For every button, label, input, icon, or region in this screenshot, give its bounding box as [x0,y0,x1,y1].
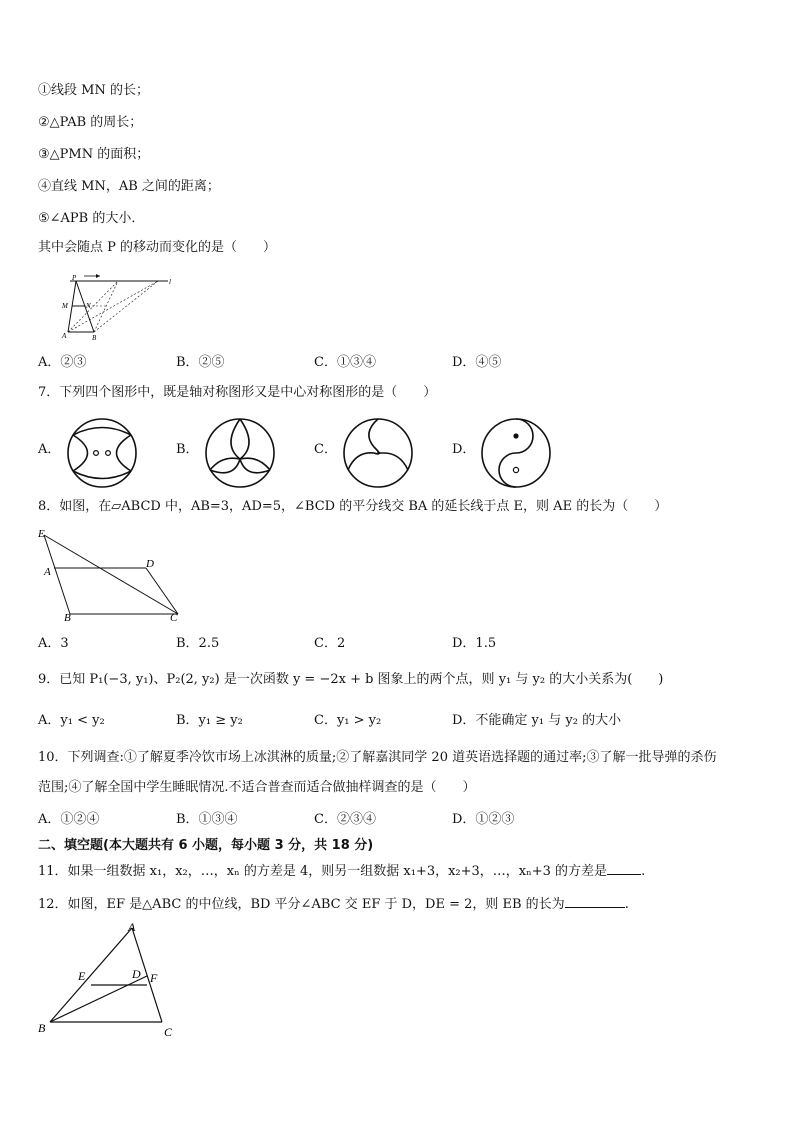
q6-label-n: N [86,302,91,310]
q6-option-a: A．②③ [38,355,87,370]
q6-label-a: A [62,332,67,340]
q7-figure-b [202,415,278,491]
q6-item-1: ①线段 MN 的长； [38,83,149,98]
q8-option-a: A．3 [38,636,69,651]
q9-option-b: B．y₁ ≥ y₂ [176,713,243,728]
q7-figure-c [340,415,416,491]
q7-question: 7．下列四个图形中，既是轴对称图形又是中心对称图形的是（ ） [38,385,437,400]
q8-label-d: D [146,558,154,570]
q10-option-c: C．②③④ [314,812,376,827]
q8-option-c: C．2 [314,636,346,651]
q9-question: 9．已知 P₁(−3, y₁)、P₂(2, y₂) 是一次函数 y = −2x + b 图象上的两个点，则 y₁ 与 y₂ 的大小关系为( ) [38,672,664,687]
q6-label-b: B [92,334,97,342]
q8-question: 8．如图，在▱ABCD 中，AB=3，AD=5，∠BCD 的平分线交 BA 的延长线于点 E，则 AE 的长为（ ） [38,499,668,514]
q10-line-1: 10．下列调查:①了解夏季冷饮市场上冰淇淋的质量;②了解嘉淇同学 20 道英语选择题的通过率;③了解一批导弹的杀伤 [38,750,717,765]
q6-option-c: C．①③④ [314,355,376,370]
q9-option-d: D．不能确定 y₁ 与 y₂ 的大小 [452,713,622,728]
q6-option-b: B．②⑤ [176,355,225,370]
q11-question [38,862,645,881]
q6-item-4: ④直线 MN，AB 之间的距离； [38,179,220,194]
q12-figure [34,918,194,1046]
q7-figure-a [64,415,140,491]
q6-label-l: l [169,278,171,286]
q7-option-a: A． [38,442,61,457]
q6-label-p: P [72,274,77,282]
q11-end: . [641,864,646,879]
q12-label-c: C [164,1025,173,1039]
q6-item-5: ⑤∠APB 的大小． [38,211,145,226]
q12-label-f: F [150,971,158,985]
q11-text: 11．如果一组数据 x₁，x₂，…，xₙ 的方差是 4，则另一组数据 x₁+3，x₂+3，…，xₙ+3 的方差是 [38,864,608,879]
q11-answer-blank[interactable] [607,862,641,875]
q6-label-m: M [62,302,68,310]
q8-label-a: A [44,566,51,578]
q8-label-b: B [64,612,71,624]
q7-option-d: D． [452,442,476,457]
q9-option-a: A．y₁ < y₂ [38,713,105,728]
q12-label-e: E [78,969,86,983]
q12-label-b: B [38,1021,46,1035]
q10-option-b: B．①③④ [176,812,238,827]
q7-option-c: C． [314,442,337,457]
q12-label-d: D [132,967,141,981]
q8-label-e: E [38,528,45,540]
q8-option-d: D．1.5 [452,636,497,651]
q12-question [38,895,629,914]
q12-text: 12．如图，EF 是△ABC 的中位线，BD 平分∠ABC 交 EF 于 D，DE = 2，则 EB 的长为 [38,897,565,912]
q8-figure [34,525,194,625]
q8-label-c: C [170,612,178,624]
q6-item-2: ②△PAB 的周长； [38,115,143,130]
q8-option-b: B．2.5 [176,636,220,651]
q10-line-2: 范围;④了解全国中学生睡眠情况.不适合普查而适合做抽样调查的是（ ） [38,780,476,795]
q7-figure-d [478,415,554,491]
q12-answer-blank[interactable] [565,895,625,908]
q9-option-c: C．y₁ > y₂ [314,713,382,728]
q12-end: . [624,897,629,912]
q6-question: 其中会随点 P 的移动而变化的是（ ） [38,240,277,255]
q10-option-d: D．①②③ [452,812,515,827]
q12-label-a: A [128,920,136,934]
q6-figure [58,268,178,343]
q6-option-d: D．④⑤ [452,355,502,370]
q6-item-3: ③△PMN 的面积； [38,147,150,162]
q10-option-a: A．①②④ [38,812,100,827]
section-heading: 二、填空题(本大题共有 6 小题，每小题 3 分，共 18 分) [38,838,374,853]
q7-option-b: B． [176,442,199,457]
